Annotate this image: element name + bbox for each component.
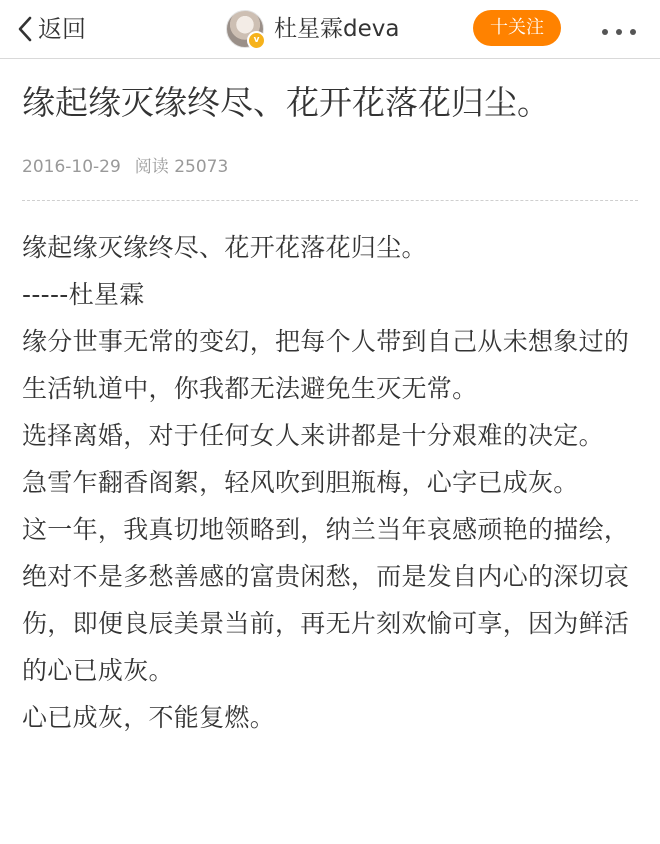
author-name[interactable]: 杜星霖deva <box>274 16 400 42</box>
reads-label: 阅读 <box>134 157 169 177</box>
body-paragraph: 缘分世事无常的变幻，把每个人带到自己从未想象过的生活轨道中，你我都无法避免生灭无常。 <box>22 327 630 403</box>
publish-date: 2016-10-29 <box>22 157 121 177</box>
author-info[interactable] <box>226 8 399 50</box>
article-body <box>22 224 644 741</box>
more-button[interactable] <box>596 12 642 46</box>
reads-count: 25073 <box>174 157 229 177</box>
article-title: 缘起缘灭缘终尽、花开花落花归尘。 <box>22 83 550 122</box>
dashed-divider <box>22 200 638 201</box>
body-paragraph: 心已成灰，不能复燃。 <box>22 703 276 732</box>
back-button[interactable] <box>18 12 86 46</box>
article-meta <box>22 154 228 180</box>
chevron-left-icon <box>18 16 32 42</box>
verified-badge-icon: v <box>247 31 266 50</box>
body-paragraph: 选择离婚，对于任何女人来讲都是十分艰难的决定。 <box>22 421 604 450</box>
body-paragraph: 急雪乍翻香阁絮，轻风吹到胆瓶梅，心字已成灰。 <box>22 468 579 497</box>
back-label: 返回 <box>38 15 86 43</box>
avatar[interactable] <box>226 10 264 48</box>
body-paragraph: 缘起缘灭缘终尽、花开花落花归尘。 <box>22 233 427 262</box>
body-paragraph: 这一年，我真切地领略到，纳兰当年哀感顽艳的描绘，绝对不是多愁善感的富贵闲愁，而是发自内心的深切哀伤，即便良辰美景当前，再无片刻欢愉可享，因为鲜活的心已成灰。 <box>22 515 630 685</box>
body-paragraph: -----杜星霖 <box>22 280 145 309</box>
more-dots-icon <box>598 20 640 39</box>
follow-button[interactable]: 十关注 <box>473 10 561 46</box>
top-nav-bar <box>0 0 660 59</box>
